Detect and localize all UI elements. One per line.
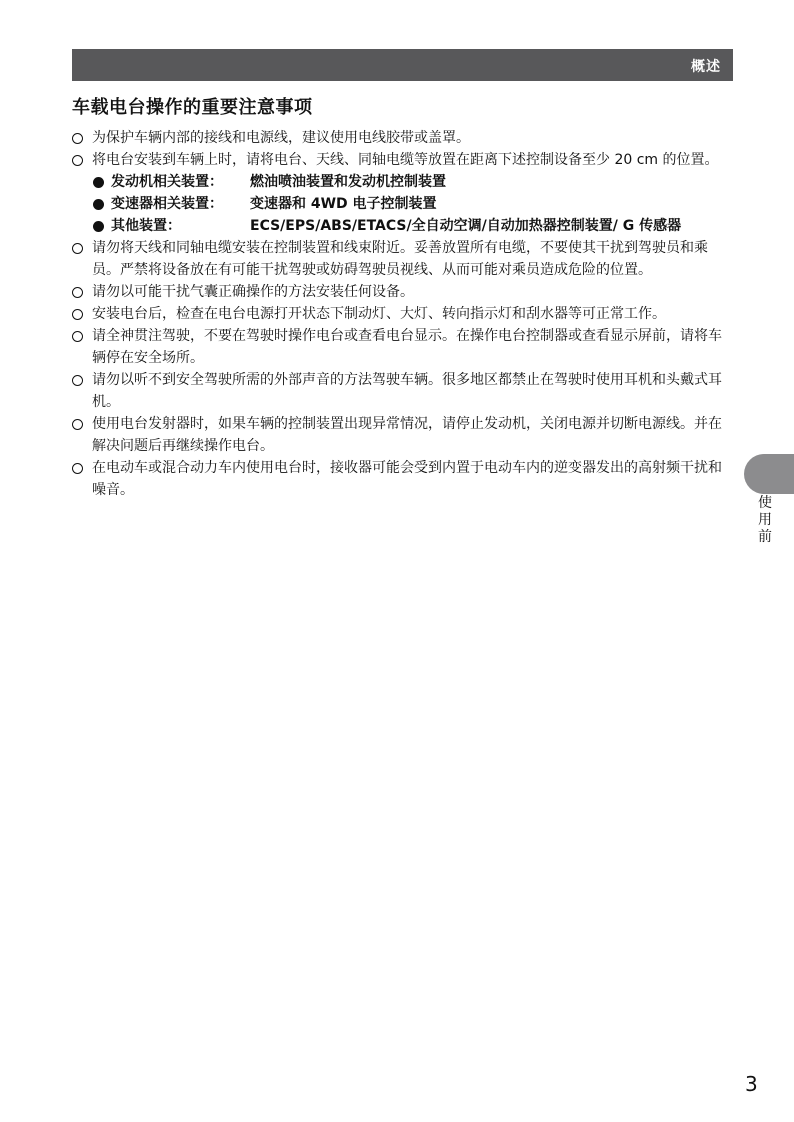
note-text: 为保护车辆内部的接线和电源线，建议使用电线胶带或盖罩。: [92, 130, 470, 146]
section-label: 概述: [691, 59, 721, 75]
hollow-circle-bullet-icon: [72, 309, 83, 320]
list-item: [72, 281, 722, 303]
device-label: 发动机相关装置：: [111, 174, 223, 190]
note-text: 使用电台发射器时，如果车辆的控制装置出现异常情况，请停止发动机，关闭电源并切断电源线。并在解决问题后再继续操作电台。: [92, 416, 722, 454]
note-text: 安装电台后，检查在电台电源打开状态下制动灯、大灯、转向指示灯和刮水器等可正常工作。: [92, 306, 666, 322]
hollow-circle-bullet-icon: [72, 375, 83, 386]
device-value: 燃油喷油装置和发动机控制装置: [250, 174, 446, 190]
hollow-circle-bullet-icon: [72, 133, 83, 144]
hollow-circle-bullet-icon: [72, 419, 83, 430]
filled-circle-bullet-icon: [93, 221, 104, 232]
list-item: [72, 127, 722, 149]
hollow-circle-bullet-icon: [72, 155, 83, 166]
chapter-tab-label: 使用前: [758, 495, 772, 545]
device-item-engine: [93, 171, 722, 193]
filled-circle-bullet-icon: [93, 199, 104, 210]
note-text: 将电台安装到车辆上时，请将电台、天线、同轴电缆等放置在距离下述控制设备至少 20 cm 的位置。: [92, 152, 719, 168]
list-item: [72, 237, 722, 281]
page-title: 车载电台操作的重要注意事项: [72, 97, 313, 118]
filled-circle-bullet-icon: [93, 177, 104, 188]
device-label: 变速器相关装置：: [111, 196, 223, 212]
page-number: 3: [745, 1072, 758, 1096]
list-item: [72, 369, 722, 413]
list-item: [72, 303, 722, 325]
hollow-circle-bullet-icon: [72, 463, 83, 474]
note-text: 请勿以听不到安全驾驶所需的外部声音的方法驾驶车辆。很多地区都禁止在驾驶时使用耳机和头戴式耳机。: [92, 372, 722, 410]
list-item: [72, 325, 722, 369]
device-item-transmission: [93, 193, 722, 215]
note-text: 在电动车或混合动力车内使用电台时，接收器可能会受到内置于电动车内的逆变器发出的高射频干扰和噪音。: [92, 460, 722, 498]
chapter-tab-marker: [744, 454, 794, 494]
device-item-other: [93, 215, 722, 237]
control-devices-list: [93, 171, 722, 237]
list-item: [72, 457, 722, 501]
hollow-circle-bullet-icon: [72, 331, 83, 342]
device-value: 变速器和 4WD 电子控制装置: [250, 196, 437, 212]
note-text: 请全神贯注驾驶，不要在驾驶时操作电台或查看电台显示。在操作电台控制器或查看显示屏前，请将车辆停在安全场所。: [92, 328, 722, 366]
list-item: [72, 149, 722, 171]
hollow-circle-bullet-icon: [72, 287, 83, 298]
list-item: [72, 413, 722, 457]
precautions-list: [72, 127, 722, 501]
note-text: 请勿以可能干扰气囊正确操作的方法安装任何设备。: [92, 284, 414, 300]
device-label: 其他装置：: [111, 218, 181, 234]
hollow-circle-bullet-icon: [72, 243, 83, 254]
device-value: ECS/EPS/ABS/ETACS/全自动空调/自动加热器控制装置/ G 传感器: [250, 218, 682, 234]
section-header-bar: [72, 49, 733, 81]
note-text: 请勿将天线和同轴电缆安装在控制装置和线束附近。妥善放置所有电缆，不要使其干扰到驾驶员和乘员。严禁将设备放在有可能干扰驾驶或妨碍驾驶员视线、从而可能对乘员造成危险的位置。: [92, 240, 708, 278]
